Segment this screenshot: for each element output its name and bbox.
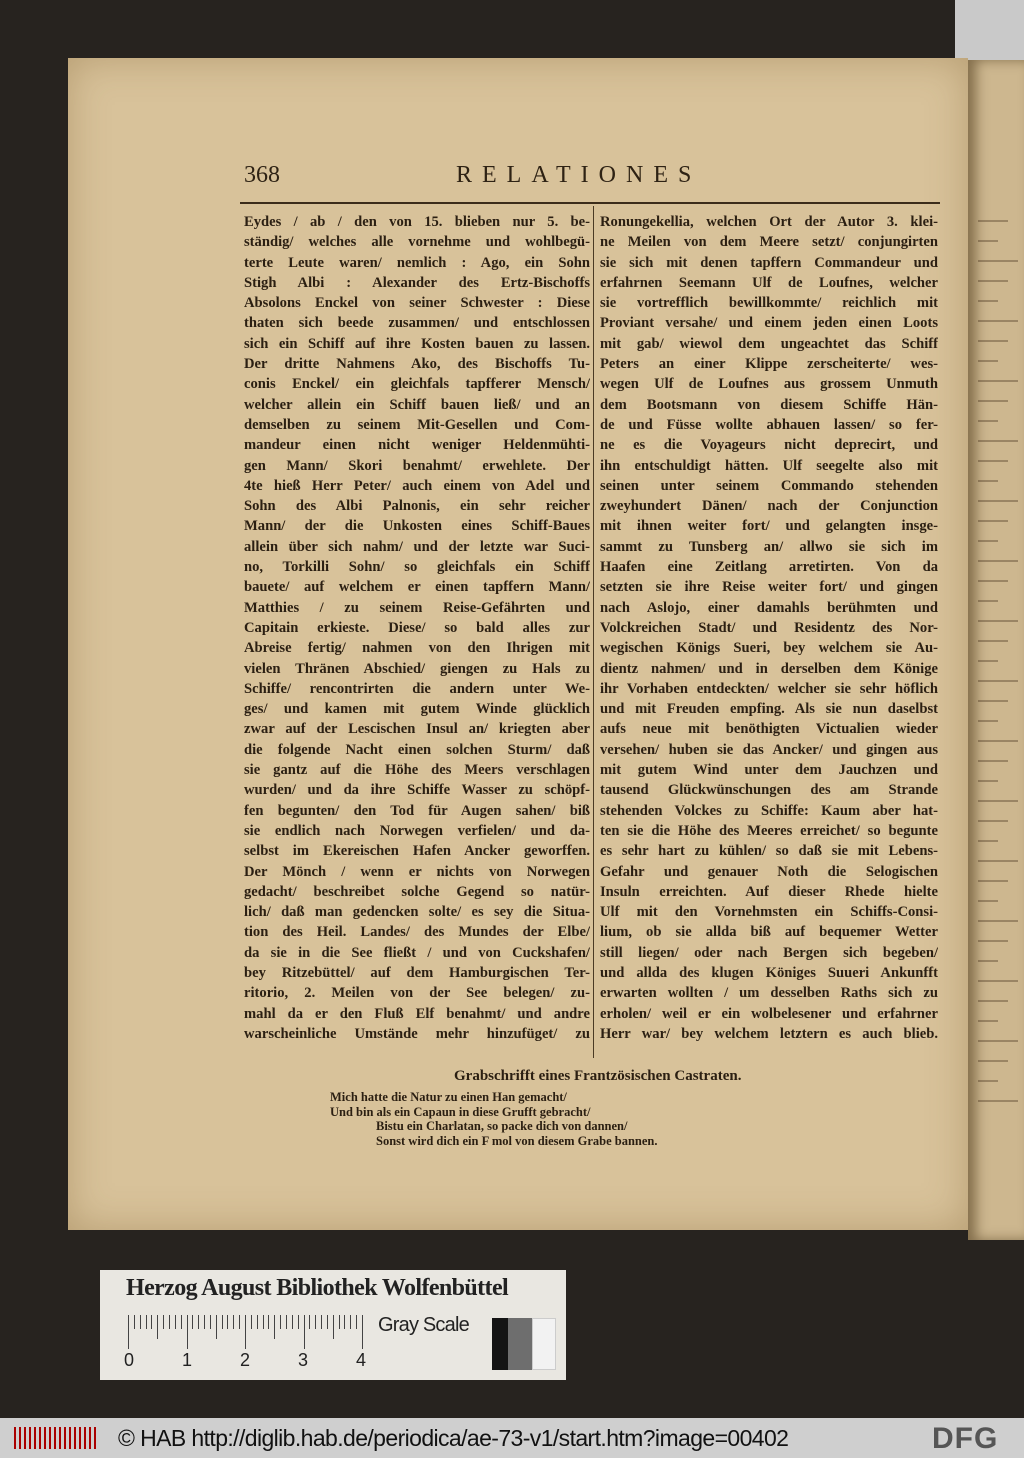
text-line: zweyhundert Dänen/ nach der Conjunction (600, 498, 938, 515)
facing-page-text-fragment (978, 1020, 998, 1022)
text-line: ne Meilen von dem Meere setzt/ conjungirten (600, 234, 938, 251)
ruler-tick (298, 1315, 299, 1329)
facing-page-text-fragment (978, 1040, 1018, 1042)
text-line: ihr Vorhaben entdeckten/ welcher sie sehr höflich (600, 680, 938, 697)
ruler-tick (163, 1315, 164, 1329)
epitaph (330, 1068, 790, 1148)
text-line: mit ihnen weiter fort/ und gelangten insge- (600, 518, 938, 535)
text-line: Stigh Albi : Alexander des Ertz-Bischoffs (244, 274, 590, 291)
ruler-tick (151, 1315, 152, 1329)
text-line: lich/ daß man gedencken solte/ es sey die Situa- (244, 904, 590, 921)
facing-page-text-fragment (978, 920, 1018, 922)
text-line: Sohn des Albi Palnonis, ein sehr reicher (244, 498, 590, 515)
text-line: ne es die Voyageurs nicht deprecirt, und (600, 437, 938, 454)
text-line: es sehr hart zu kühlen/ so daß sie mit Lebens- (600, 843, 938, 860)
dfg-logo: DFG (932, 1422, 999, 1455)
header-rule (240, 202, 940, 204)
text-line: Der Mönch / wenn er nichts von Norwegen (244, 863, 590, 880)
facing-page-text-fragment (978, 280, 1008, 282)
ruler-tick (216, 1315, 217, 1339)
scale-card (100, 1270, 566, 1380)
ruler-tick (292, 1315, 293, 1329)
facing-page-text-fragment (978, 840, 998, 842)
text-line: bey Ritzebüttel/ auf dem Hamburgischen Ter- (244, 964, 590, 981)
copyright-link[interactable]: © HAB http://diglib.hab.de/periodica/ae-73-v1/start.htm?image=00402 (118, 1425, 789, 1451)
ruler-tick (222, 1315, 223, 1329)
facing-page-text-fragment (978, 980, 1018, 982)
facing-page-text-fragment (978, 780, 998, 782)
ruler-tick (344, 1315, 345, 1329)
text-line: bauete/ auf welchem er einen tapffern Mann/ (244, 579, 590, 596)
ruler-tick (333, 1315, 334, 1339)
facing-page-text-fragment (978, 940, 1008, 942)
text-line: demselben zu seinem Mit-Gesellen und Com- (244, 416, 590, 433)
background-corner (955, 0, 1024, 62)
text-line: selbst im Ekereischen Hafen Ancker geworffen. (244, 843, 590, 860)
text-line: da sie in die See fließt / und von Cuckshafen/ (244, 944, 590, 961)
ruler-tick (134, 1315, 135, 1329)
facing-page-text-fragment (978, 1000, 1008, 1002)
text-line: Der dritte Nahmens Ako, des Bischoffs Tu- (244, 356, 590, 373)
text-line: und allda des klugen Königes Suueri Ankunfft (600, 964, 938, 981)
text-line: seinen unter seinem Commando stehenden (600, 477, 938, 494)
ruler-tick (227, 1315, 228, 1329)
text-line: wegen Ulf de Loufnes aus grossem Unmuth (600, 376, 938, 393)
text-line: Schiffe/ rencontrirten die andern unter We- (244, 680, 590, 697)
text-line: gedacht/ beschreibet solche Gegend so natür- (244, 883, 590, 900)
ruler-tick (268, 1315, 269, 1329)
footer-bar (0, 1418, 1024, 1458)
text-line: mit gab/ wiewol dem ungeachtet das Schiff (600, 335, 938, 352)
ruler-tick (315, 1315, 316, 1329)
text-line: tausend Glückwünschungen des am Strande (600, 782, 938, 799)
text-line: vielen Thränen Abschied/ giengen zu Hals zu (244, 660, 590, 677)
text-line: erfahrnen Seemann Ulf de Loufnes, welcher (600, 274, 938, 291)
facing-page-text-fragment (978, 960, 998, 962)
ruler-tick (280, 1315, 281, 1329)
text-line: sie vortrefflich bewillkommte/ reichlich mit (600, 295, 938, 312)
ruler-number: 1 (182, 1350, 193, 1370)
facing-page-text-fragment (978, 800, 1018, 802)
text-line: wegischen Königs Sueri, bey welchem sie Au- (600, 640, 938, 657)
ruler-tick (157, 1315, 158, 1339)
facing-page-text-fragment (978, 860, 1018, 862)
ruler-tick (321, 1315, 322, 1329)
text-line: gen Mann/ Skori benahmt/ erwehlete. Der (244, 457, 590, 474)
facing-page-text-fragment (978, 740, 1018, 742)
text-line: Eydes / ab / den von 15. blieben nur 5. be- (244, 214, 590, 230)
text-line: no, Torkilli Sohn/ so gleichfals ein Schiff (244, 559, 590, 576)
facing-page-text-fragment (978, 260, 1018, 262)
ruler-number: 2 (240, 1350, 251, 1370)
text-line: warscheinliche Umstände mehr hinzufüget/ zu (244, 1025, 590, 1042)
swatch-gray (508, 1318, 532, 1370)
text-line: setzten sie ihre Reise weiter fort/ und gingen (600, 579, 938, 596)
text-line: allein über sich nahm/ und der letzte war Suci- (244, 538, 590, 555)
text-line: ritorio, 2. Meilen von der See belegen/ zu- (244, 985, 590, 1002)
facing-page-text-fragment (978, 620, 1018, 622)
ruler-tick (286, 1315, 287, 1329)
text-line: stehenden Volckes zu Schiffe: Kaum aber hat- (600, 802, 938, 819)
text-line: sich ein Schiff auf ihre Kosten bauen zu lassen. (244, 335, 590, 352)
text-line: die folgende Nacht einen solchen Sturm/ daß (244, 741, 590, 758)
text-line: Gefahr und genauer Noth die Selogischen (600, 863, 938, 880)
ruler-tick (233, 1315, 234, 1329)
facing-page-text-fragment (978, 360, 998, 362)
ruler-tick (274, 1315, 275, 1339)
text-line: Insuln erreichten. Auf dieser Rhede hielte (600, 883, 938, 900)
institution-name: Herzog August Bibliothek Wolfenbüttel (126, 1275, 509, 1301)
epitaph-line: Mich hatte die Natur zu einen Han gemacht/ (330, 1090, 567, 1104)
text-line: mahl da er den Fluß Elf benahmt/ und andre (244, 1005, 590, 1022)
ruler-tick (198, 1315, 199, 1329)
epitaph-line: Und bin als ein Capaun in diese Grufft gebracht/ (330, 1104, 591, 1119)
text-line: Volckreichen Stadt/ und Residentz des Nor- (600, 619, 938, 636)
facing-page-text-fragment (978, 1100, 1018, 1102)
ruler-tick (175, 1315, 176, 1329)
text-line: de und Füsse wollte abhauen lassen/ so fer- (600, 416, 938, 433)
ruler-tick (327, 1315, 328, 1329)
ruler-tick (187, 1315, 188, 1349)
text-line: 4te hieß Herr Peter/ auch einem von Adel und (244, 477, 590, 494)
facing-page-text-fragment (978, 300, 998, 302)
ruler-tick (362, 1315, 363, 1349)
text-line: mit gutem Wind unter dem Jauchzen und (600, 762, 938, 779)
text-line: aufs neue mit benöthigten Victualien wieder (600, 721, 938, 738)
ruler-tick (356, 1315, 357, 1329)
text-line: Haafen eine Zeitlang arretirten. Von da (600, 559, 938, 576)
text-line: Herr war/ bey welchem letztern es auch blieb. (600, 1025, 938, 1042)
facing-page-text-fragment (978, 220, 1008, 222)
facing-page-text-fragment (978, 760, 1008, 762)
facing-page-text-fragment (978, 240, 998, 242)
ruler-tick (192, 1315, 193, 1329)
ruler (128, 1315, 368, 1345)
epitaph-line: Sonst wird dich ein F mol von diesem Grabe bannen. (376, 1133, 658, 1148)
text-line: sie sich mit denen tapffern Commandeur und (600, 254, 938, 271)
running-title: RELATIONES (456, 162, 702, 188)
barcode-icon (14, 1427, 98, 1449)
facing-page-text-fragment (978, 1080, 998, 1082)
text-line: thaten sich beede zusammen/ und entschlossen (244, 315, 590, 332)
ruler-number: 0 (124, 1350, 135, 1370)
facing-page-text-fragment (978, 680, 1018, 682)
facing-page-text-fragment (978, 520, 1008, 522)
text-line: ihn entschuldigt hätten. Ulf seegelte also mit (600, 457, 938, 474)
text-line: dem Bootsmann von diesem Schiffe Hän- (600, 396, 938, 413)
text-line: still liegen/ oder nach Bergen sich begeben/ (600, 944, 938, 961)
left-column (244, 212, 590, 1044)
swatch-white (532, 1318, 556, 1370)
facing-page-text-fragment (978, 1060, 1008, 1062)
ruler-tick (257, 1315, 258, 1329)
text-line: sammt zu Tunsberg an/ allwo sie sich im (600, 538, 938, 555)
facing-page-text-fragment (978, 540, 998, 542)
facing-page-text-fragment (978, 380, 1018, 382)
text-line: versehen/ huben sie das Ancker/ und gingen aus (600, 741, 938, 758)
text-line: erwarten wollten / um desselben Raths sich zu (600, 985, 938, 1002)
ruler-tick (169, 1315, 170, 1329)
facing-page-edge (968, 60, 1024, 1240)
text-line: mandeur einen nicht weniger Heldenmühti- (244, 437, 590, 454)
text-line: Absolons Enckel von seiner Schwester : Diese (244, 295, 590, 312)
text-line: Proviant versahe/ und einem jeden einen Loots (600, 315, 938, 332)
facing-page-text-fragment (978, 580, 1008, 582)
text-line: zwar auf der Lescischen Insul an/ kriegten aber (244, 721, 590, 738)
text-line: sie endlich nach Norwegen verfielen/ und da- (244, 822, 590, 839)
facing-page-text-fragment (978, 340, 1008, 342)
facing-page-text-fragment (978, 640, 1008, 642)
text-line: Ronungekellia, welchen Ort der Autor 3. klei- (600, 214, 938, 230)
ruler-tick (251, 1315, 252, 1329)
column-divider (593, 206, 594, 1058)
ruler-tick (140, 1315, 141, 1329)
ruler-tick (181, 1315, 182, 1329)
facing-page-text-fragment (978, 420, 998, 422)
ruler-number: 3 (298, 1350, 309, 1370)
ruler-tick (210, 1315, 211, 1329)
ruler-tick (309, 1315, 310, 1329)
running-header (244, 162, 940, 198)
facing-page-text-fragment (978, 560, 1018, 562)
text-line: wurden/ und da ihre Schiffe Wasser zu schöpf- (244, 782, 590, 799)
text-line: terte Leute waren/ nemlich : Ago, ein Sohn (244, 254, 590, 271)
ruler-tick (339, 1315, 340, 1329)
ruler-tick (146, 1315, 147, 1329)
facing-page-text-fragment (978, 820, 1008, 822)
facing-page-text-fragment (978, 660, 998, 662)
text-line: Capitain erkieste. Diese/ so bald alles zur (244, 619, 590, 636)
ruler-tick (245, 1315, 246, 1349)
epitaph-line: Bistu ein Charlatan, so packe dich von dannen/ (376, 1119, 628, 1133)
text-line: und mit Freuden empfing. Als sie nun daselbst (600, 701, 938, 718)
epitaph-title: Grabschrifft eines Frantzösischen Castraten. (454, 1068, 742, 1084)
text-line: Ulf mit den Vornehmsten ein Schiffs-Consi- (600, 904, 938, 921)
ruler-tick (263, 1315, 264, 1329)
right-column (600, 212, 938, 1044)
facing-page-text-fragment (978, 720, 998, 722)
text-line: ständig/ welches alle vornehme und wohlbegü- (244, 234, 590, 251)
text-line: Mann/ der die Unkosten eines Schiff-Baues (244, 518, 590, 535)
ruler-number: 4 (356, 1350, 367, 1370)
text-line: sie gantz auf die Höhe des Meers verschlagen (244, 762, 590, 779)
facing-page-text-fragment (978, 440, 1018, 442)
facing-page-text-fragment (978, 880, 1008, 882)
facing-page-text-fragment (978, 600, 998, 602)
facing-page-text-fragment (978, 460, 1008, 462)
facing-page-text-fragment (978, 700, 1008, 702)
gray-scale-label: Gray Scale (378, 1314, 469, 1336)
text-line: tion des Heil. Landes/ des Mundes der Elbe/ (244, 924, 590, 941)
ruler-tick (304, 1315, 305, 1349)
text-line: dientz nahmen/ und in derselben dem Könige (600, 660, 938, 677)
text-line: Abreise fertig/ nahmen von den Ihrigen mit (244, 640, 590, 657)
text-line: ges/ und kamen mit gutem Winde glücklich (244, 701, 590, 718)
ruler-tick (204, 1315, 205, 1329)
text-line: erholen/ weil er ein wolbelesener und erfahrner (600, 1005, 938, 1022)
ruler-tick (350, 1315, 351, 1329)
text-line: Matthies / zu seinem Reise-Gefährten und (244, 599, 590, 616)
text-line: welcher allein ein Schiff bauen ließ/ und an (244, 396, 590, 413)
facing-page-text-fragment (978, 500, 1018, 502)
facing-page-text-fragment (978, 400, 1008, 402)
ruler-tick (239, 1315, 240, 1329)
text-line: lium, ob sie allda biß auf bequemer Wetter (600, 924, 938, 941)
facing-page-text-fragment (978, 320, 1018, 322)
swatch-black (492, 1318, 508, 1370)
facing-page-text-fragment (978, 480, 998, 482)
text-line: conis Enckel/ ein gleichfals tapfferer Mensch/ (244, 376, 590, 393)
page-number: 368 (244, 162, 280, 188)
ruler-tick (128, 1315, 129, 1349)
facing-page-text-fragment (978, 900, 998, 902)
text-line: nach Aslojo, einer damahls berühmten und (600, 599, 938, 616)
text-line: Peters an einer Klippe zerscheiterte/ wes- (600, 356, 938, 373)
text-line: ten sie die Höhe des Meeres erreichet/ so begunte (600, 822, 938, 839)
text-line: fen begunten/ den Tod für Augen sahen/ biß (244, 802, 590, 819)
